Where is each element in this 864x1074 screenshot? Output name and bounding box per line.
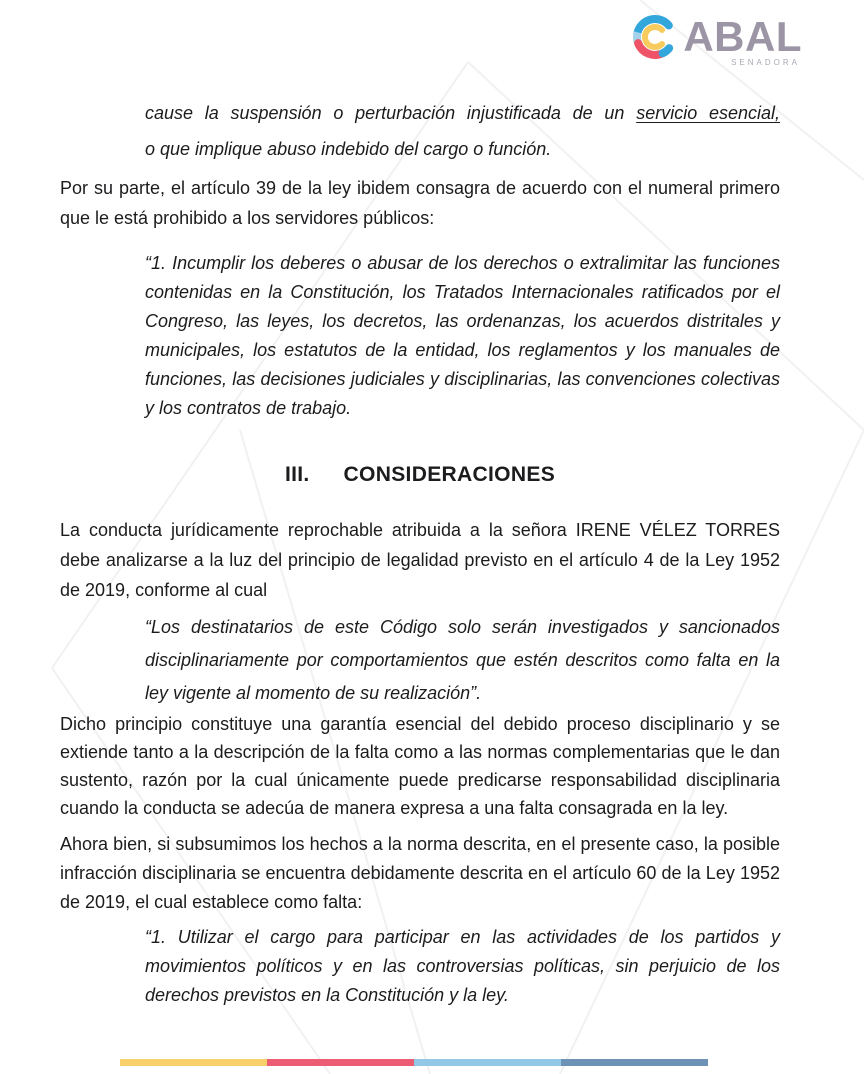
section-title: CONSIDERACIONES	[343, 463, 556, 486]
blockquote-destinatarios-codigo: “Los destinatarios de este Código solo serán investigados y sancionados disciplinariamente por comportamientos que estén descritos como falta en la ley vigente al momento de su realización”.	[145, 617, 780, 703]
paragraph-articulo-39: Por su parte, el artículo 39 de la ley ibidem consagra de acuerdo con el numeral primero que le está prohibido a los servidores públicos:	[60, 178, 780, 228]
blockquote-line: o que implique abuso indebido del cargo o función.	[145, 139, 552, 159]
footer-bar-segment-red	[267, 1059, 414, 1066]
quote-text: cause la suspensión o perturbación injustificada de un	[145, 103, 637, 123]
footer-bar-segment-steelblue	[561, 1059, 708, 1066]
blockquote-line	[145, 95, 780, 131]
footer-color-bar	[120, 1059, 708, 1066]
paragraph-ahora-bien: Ahora bien, si subsumimos los hechos a la norma descrita, en el presente caso, la posible infracción disciplinaria se encuentra debidamente descrita en el artículo 60 de la Ley 1952 de 2019, el cual establece como falta:	[60, 834, 780, 912]
blockquote-incumplir-deberes: “1. Incumplir los deberes o abusar de los derechos o extralimitar las funciones contenidas en la Constitución, los Tratados Internacionales ratificados por el Congreso, las leyes, los decretos, las ordenanzas, los acuerdos distritales y municipales, los estatutos de la entidad, los reglamentos y los manuales de funciones, las decisiones judiciales y disciplinarias, las convenciones colectivas y los contratos de trabajo.	[145, 253, 780, 418]
footer-bar-segment-yellow	[120, 1059, 267, 1066]
blockquote-utilizar-cargo: “1. Utilizar el cargo para participar en las actividades de los partidos y movimientos políticos y en las controversias políticas, sin perjuicio de los derechos previstos en la Constitución y la ley.	[145, 927, 780, 1005]
underlined-text: servicio esencial,	[636, 103, 780, 123]
logo-wordmark: ABAL	[683, 13, 802, 60]
paragraph-dicho-principio: Dicho principio constituye una garantía esencial del debido proceso disciplinario y se extiende tanto a la descripción de la falta como a las normas complementarias que le dan sustento, razón por la cual únicamente puede predicarse responsabilidad disciplinaria cuando la conducta se adecúa de manera expresa a una falta consagrada en la ley.	[60, 714, 780, 818]
paragraph-conducta-reprochable: La conducta jurídicamente reprochable atribuida a la señora IRENE VÉLEZ TORRES debe analizarse a la luz del principio de legalidad previsto en el artículo 4 de la Ley 1952 de 2019, conforme al cual	[60, 520, 780, 600]
footer-bar-segment-lightblue	[414, 1059, 561, 1066]
logo-subtitle: SENADORA	[731, 58, 800, 67]
section-heading-consideraciones	[60, 463, 780, 487]
section-number: III.	[284, 463, 310, 486]
blockquote-servicio-esencial	[145, 95, 780, 167]
